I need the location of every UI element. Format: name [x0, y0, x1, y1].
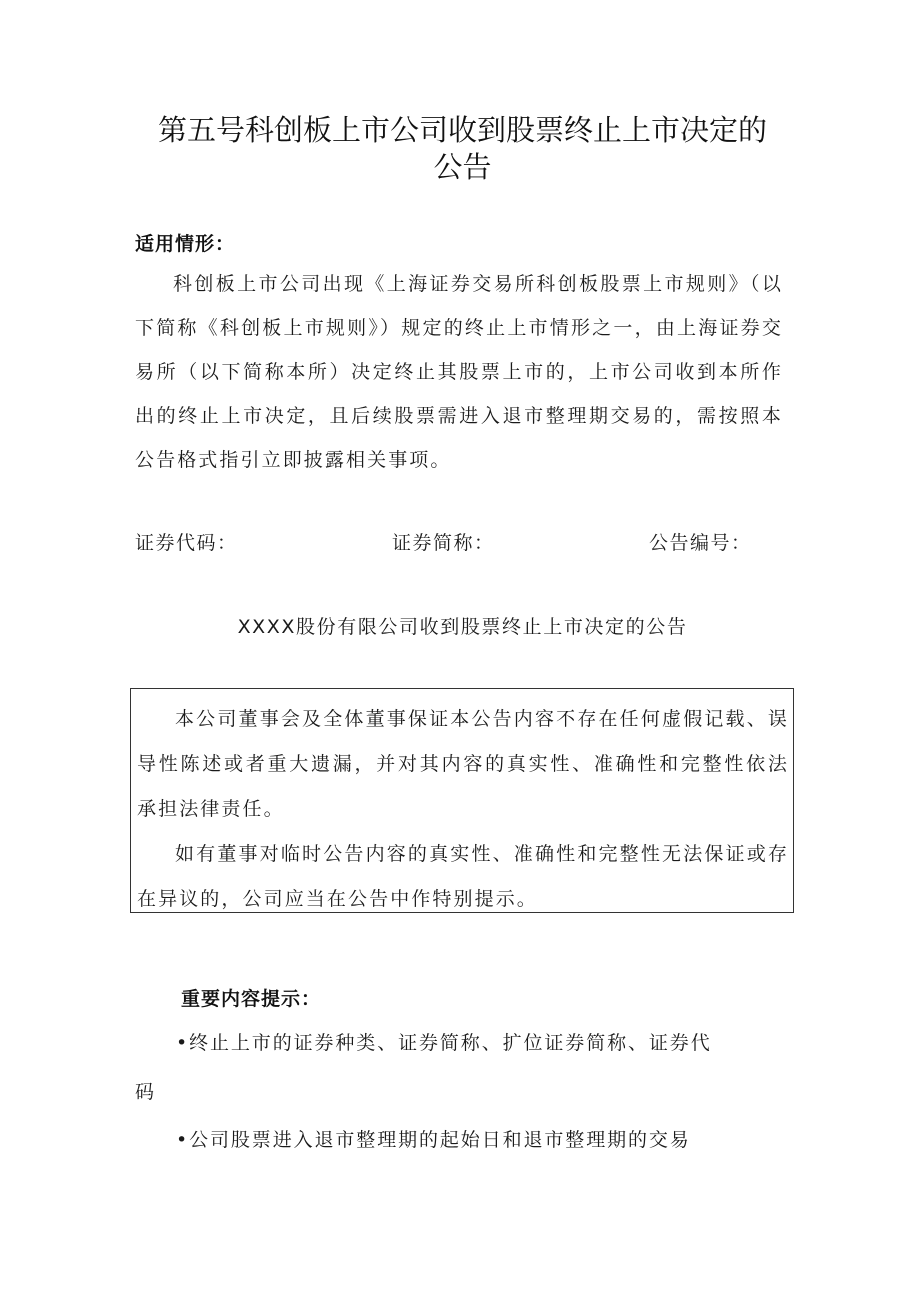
- applicable-paragraph-block: [135, 262, 783, 482]
- bullet-item: •终止上市的证券种类、证券简称、扩位证券简称、证券代: [176, 1032, 712, 1054]
- board-statement-box: [130, 688, 794, 913]
- meta-row: [135, 528, 775, 558]
- bullet-item-continuation: 码: [135, 1081, 156, 1103]
- document-title: 第五号科创板上市公司收到股票终止上市决定的公告: [157, 113, 767, 184]
- security-short-name-label: 证券简称：: [392, 532, 495, 554]
- board-statement-para-2: 如有董事对临时公告内容的真实性、准确性和完整性无法保证或存在异议的，公司应当在公告中作特别提示。: [137, 843, 789, 910]
- bullet-item: •公司股票进入退市整理期的起始日和退市整理期的交易: [176, 1129, 691, 1151]
- notice-title: XXXX股份有限公司收到股票终止上市决定的公告: [237, 616, 688, 638]
- important-content-heading: 重要内容提示：: [181, 988, 322, 1010]
- applicable-paragraph: 科创板上市公司出现《上海证券交易所科创板股票上市规则》（以下简称《科创板上市规则》）规定的终止上市情形之一，由上海证券交易所（以下简称本所）决定终止其股票上市的，上市公司收到本所作出的终止上市决定，且后续股票需进入退市整理期交易的，需按照本公告格式指引立即披露相关事项。: [135, 273, 783, 471]
- notice-number-label: 公告编号：: [649, 532, 752, 554]
- security-code-label: 证券代码：: [135, 532, 238, 554]
- board-statement-para-1: 本公司董事会及全体董事保证本公告内容不存在任何虚假记载、误导性陈述或者重大遗漏，并对其内容的真实性、准确性和完整性依法承担法律责任。: [137, 708, 789, 820]
- applicable-heading: 适用情形：: [135, 233, 236, 255]
